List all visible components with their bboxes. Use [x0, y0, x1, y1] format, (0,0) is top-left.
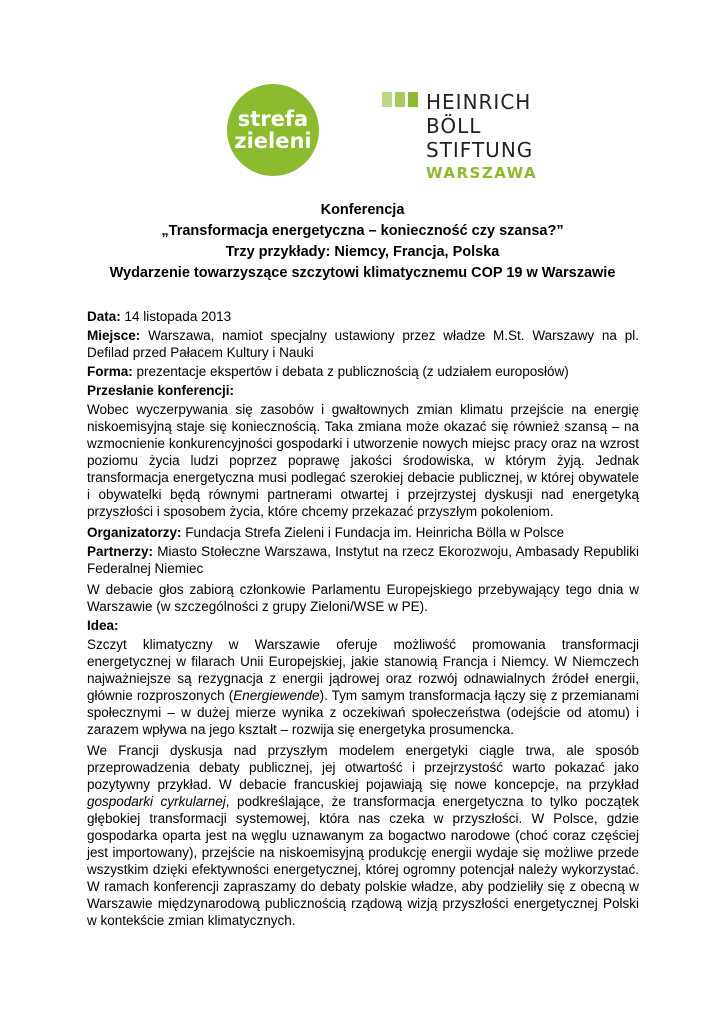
idea-paragraph-2: [87, 742, 639, 929]
title-line-3: Trzy przykłady: Niemcy, Francja, Polska: [225, 244, 500, 260]
boell-logo-line4: WARSZAWA: [426, 164, 538, 182]
boell-bars-icon: [382, 92, 418, 107]
organizers-label: Organizatorzy:: [87, 525, 182, 540]
partners-label: Partnerzy:: [87, 544, 154, 559]
place-label: Miejsce:: [87, 328, 141, 343]
idea-p1-emphasis: Energiewende: [233, 688, 320, 703]
date-value: 14 listopada 2013: [120, 309, 232, 324]
strefa-logo-line1: strefa: [237, 107, 309, 131]
partners-value: Miasto Stołeczne Warszawa, Instytut na rzecz Ekorozwoju, Ambasady Republiki Federalnej Niemiec: [87, 544, 639, 576]
strefa-zieleni-logo: [227, 84, 319, 176]
date-label: Data:: [87, 309, 121, 324]
title-line-4: Wydarzenie towarzyszące szczytowi klimatycznemu COP 19 w Warszawie: [109, 265, 616, 281]
strefa-logo-line2: zieleni: [234, 129, 312, 153]
form-label: Forma:: [87, 364, 133, 379]
logo-area: [0, 84, 725, 184]
document-title: [60, 200, 665, 284]
debate-paragraph: W debacie głos zabiorą członkowie Parlamentu Europejskiego przebywający tego dnia w Warszawie (w szczególności z grupy Zieloni/WSE w PE).: [87, 582, 639, 614]
message-paragraph: Wobec wyczerpywania się zasobów i gwałtownych zmian klimatu przejście na energię niskoemisyjną staje się koniecznością. Taka zmiana może okazać się również szansą – na wzmocnienie konkurencyjności gospodarki i utworzenie nowych miejsc pracy oraz na wzrost poziomu życia ludzi poprzez poprawę jakości środowiska, w którym żyją. Jednak transformacja energetyczna musi podlegać szerokiej debacie publicznej, w której obywatele i obywatelki będą równymi partnerami otwartej i przejrzystej dyskusji nad energetyką przyszłości i sposobem życia, które chcemy przekazać przyszłym pokoleniom.: [87, 402, 639, 519]
place-paragraph: [87, 327, 639, 361]
idea-heading: Idea:: [87, 618, 119, 633]
idea-p2-text-a: We Francji dyskusja nad przyszłym modelem energetyki ciągle trwa, ale sposób przeprowadzenia debaty publicznej, jej otwartość i przejrzystość warto pokazać jako pozytywny przykład. W debacie francuskiej pojawiają się nowe koncepcje, na przykład: [87, 743, 639, 792]
place-value: Warszawa, namiot specjalny ustawiony przez władze M.St. Warszawy na pl. Defilad przed Pałacem Kultury i Nauki: [87, 328, 639, 360]
idea-p1-text-a: Szczyt klimatyczny w Warszawie oferuje możliwość promowania transformacji energetycznej w filarach Unii Europejskiej, jakie stanowią Francja i Niemcy. W Niemczech najważniejsze są rezygnacja z energii jądrowej oraz rozwój odnawialnych źródeł energii, głównie rozproszonych (: [87, 637, 639, 703]
form-value: prezentacje ekspertów i debata z publicznością (z udziałem europosłów): [132, 364, 569, 379]
form-paragraph: [87, 363, 639, 380]
date-paragraph: [87, 308, 639, 325]
title-line-2: „Transformacja energetyczna – konieczność czy szansa?”: [161, 223, 564, 239]
message-heading: Przesłanie konferencji:: [87, 383, 235, 398]
organizers-value: Fundacja Strefa Zieleni i Fundacja im. Heinricha Bölla w Polsce: [181, 525, 565, 540]
partners-paragraph: [87, 543, 639, 577]
idea-p1-text-b: ). Tym samym transformacja łączy się z przemianami społecznymi – w dużej mierze wynika z oczekiwań społeczeństwa (odejście od atomu) i zarazem wpływa na jego kształt – rozwija się energetyka prosumencka.: [87, 688, 639, 737]
boell-logo-line2: BÖLL: [426, 114, 482, 138]
boell-logo-line3: STIFTUNG: [426, 138, 534, 162]
document-body: [87, 308, 639, 933]
idea-p2-text-b: , podkreślające, że transformacja energetyczna to tylko początek głębokiej transformacji systemowej, która nas czeka w przyszłości. W Polsce, gdzie gospodarka oparta jest na węglu uznawanym za bogactwo narodowe (choć coraz częściej jest importowany), przejście na niskoemisyjną produkcję energii wydaje się możliwe przede wszystkim dzięki efektywności energetycznej, której ogromny potencjał należy wykorzystać. W ramach konferencji zapraszamy do debaty polskie władze, aby podzieliły się z obecną w Warszawie międzynarodową publicznością rządową wizją przyszłości energetycznej Polski w kontekście zmian klimatycznych.: [87, 794, 639, 928]
idea-paragraph-1: [87, 636, 639, 738]
organizers-paragraph: [87, 524, 639, 541]
idea-p2-emphasis: gospodarki cyrkularnej: [87, 794, 226, 809]
title-line-1: Konferencja: [320, 202, 405, 218]
boell-logo-line1: HEINRICH: [426, 90, 532, 114]
